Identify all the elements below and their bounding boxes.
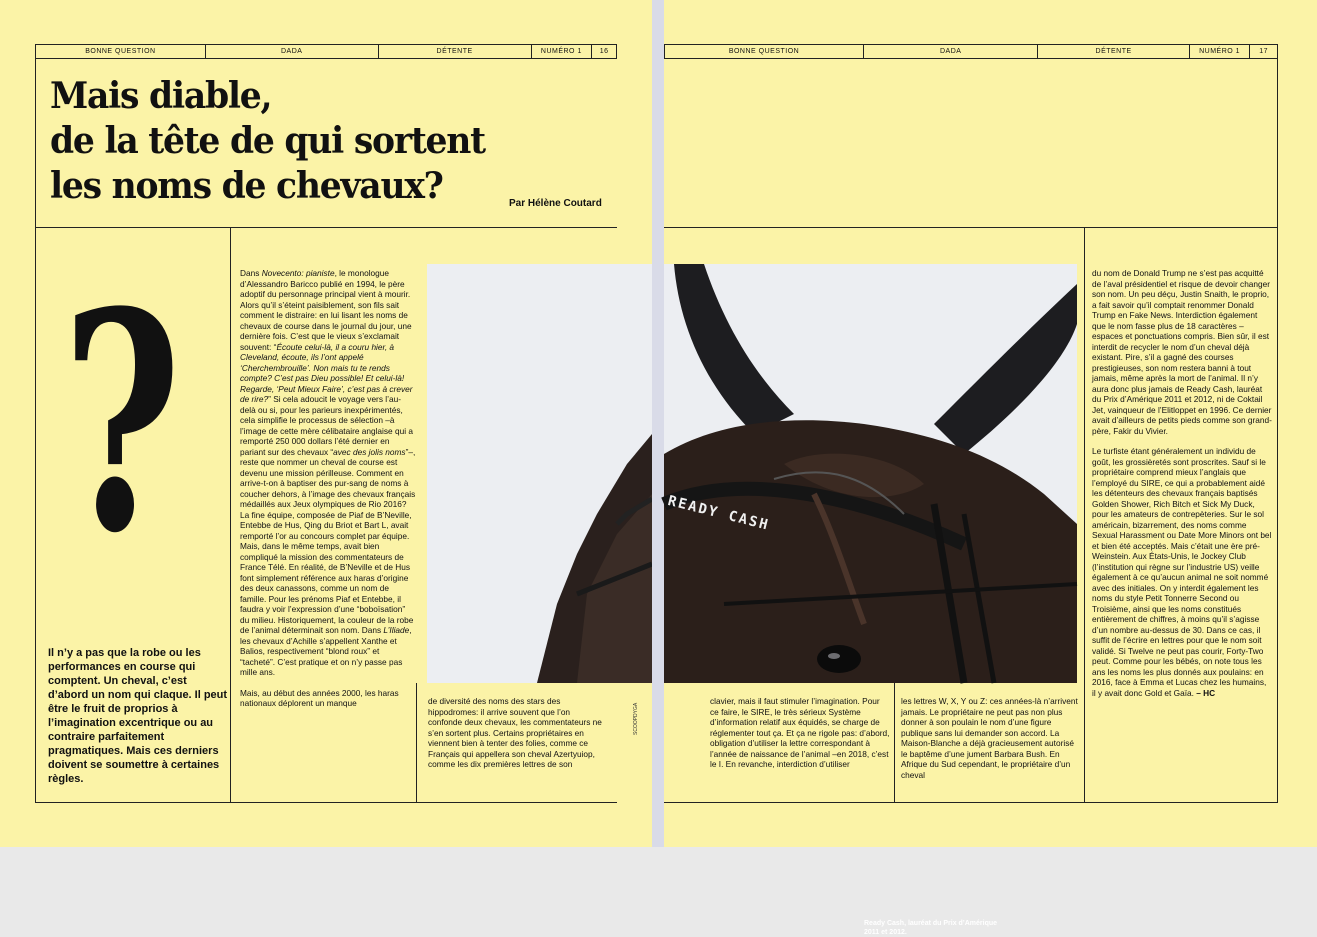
- lede-paragraph: Il n’y a pas que la robe ou les performances en course qui comptent. Un cheval, c’est d’abord un nom qui claque. Il peut être le fruit de proprios à l’imagination excentrique ou au contraire parfaitement pragmatiques. Mais ces derniers doivent se soumettre à certaines règles.: [48, 647, 228, 785]
- byline: Par Hélène Coutard: [509, 198, 602, 209]
- frame-rule: [1277, 59, 1278, 802]
- horse-photo-right: [664, 264, 1077, 683]
- title-line: Mais diable,: [50, 75, 272, 117]
- text-run: ”–, reste que nommer un cheval de course est devenu une mission périlleuse. Comment en arrive-t-on à baptiser des pur-sang de noms à coucher dehors, à l’image des chevaux français médaillés aux Jeux olympiques de Rio 2016? La fine équipe, composée de Piaf de B’Neville, Entebbe de Hus, Qing du Briot et Bart L, avait remporté l’or au concours complet par équipe. Mais, dans le même temps, avait bien compliqué la mission des commentateurs de France Télé. En réalité, de B’Neville et de Hus font simplement référence aux haras d’origine des deux canassons, comme un nom de famille. Pour les prénoms Piaf et Entebbe, il faudra y voir l’expression d’une “boboïsation” du milieu. Historiquement, la couleur de la robe de l’animal déterminait son nom. Dans: [240, 446, 416, 635]
- column-rule: [416, 683, 417, 802]
- header-category: DÉTENTE: [1038, 45, 1190, 58]
- header-magazine: DADA: [206, 45, 379, 58]
- body-column-5: [1092, 268, 1272, 708]
- header-page-number: 16: [599, 48, 609, 55]
- column-rule: [894, 683, 895, 802]
- text-run: , les chevaux d’Achille s’appellent Xanthe et Balios, respectivement “blond roux” et “tacheté”. C’est pratique et on n’y passe pas mille ans.: [240, 625, 412, 677]
- photo-credit: SCOOPDYGA: [633, 702, 639, 735]
- header-page-number: 17: [1259, 48, 1269, 55]
- bottom-rule: [664, 802, 1278, 803]
- title-rule: [35, 227, 617, 228]
- author-initials: – HC: [1196, 687, 1216, 698]
- page-header: [664, 44, 1278, 59]
- body-column-3: clavier, mais il faut stimuler l’imagination. Pour ce faire, le SIRE, le très sérieux Système d’information relatif aux équidés, se charge de réglementer tout ça. Et ça ne rigole pas: d’abord, obligation d’utiliser la lettre correspondant à l’année de naissance de l’animal –en 2018, c’est le I. En revanche, interdiction d’utiliser: [710, 696, 890, 769]
- title-rule: [664, 227, 1278, 228]
- right-page: [664, 0, 1317, 847]
- quote: Écoute celui-là, il a couru hier, à Cleveland, écoute, ils l’ont appelé ‘Cherchembrouille’. Non mais tu te rends compte? C’est pas Dieu possible! Et celui-là! Regarde, ‘Peut Mieux Faire’, c’est pas à crever de rire?: [240, 341, 413, 404]
- book-title: Novecento: pianiste: [261, 268, 335, 278]
- horse-head-image: [427, 264, 652, 683]
- text-run: Le turfiste étant généralement un individu de goût, les grossièretés sont proscrites. Sauf si le propriétaire comprend mieux l’anglais que l’employé du SIRE, ce qui a probablement aidé les détenteurs des chevaux français baptisés Golden Shower, Rich Bitch et Sick My Duck, pour les amateurs de contrepèteries. Sur le sol américain, bizarrement, des noms comme Sexual Harassment ou Date More Minors ont bel et bien été acceptés. Mais c’était une ère pré-Weinstein. Aux États-Unis, le Jockey Club (l’institution qui règne sur l’industrie US) veille également à ce qu’aucun animal ne soit nommé avec des initiales. On y interdit également les noms du style Petit Tonnerre Second ou Troisième, ainsi que les noms constitués entièrement de chiffres, à moins qu’il s’agisse d’un nombre au-dessus de 30. Dans ce cas, il suffit de l’écrire en lettres pour que le nom soit validé. Si Twelve ne peut pas courir, Forty-Two peut. Comme pour les bébés, on note tous les ans les noms les plus donnés aux poulains: en 2016, face à Emma et Lucas chez les humains, il y avait donc Gold et Gaïa.: [1092, 446, 1272, 698]
- column-rule: [1084, 227, 1085, 802]
- column-rule: [230, 227, 231, 802]
- text-run: , le monologue d’Alessandro Baricco publié en 1994, le père adoptif du personnage principal vient à mourir. Alors qu’il s’éteint paisiblement, son fils sait comment le distraire: en lui lisant les noms de chevaux de course dans le journal du jour, une dernière fois. C’est que le vieux s’exclamait souvent: “: [240, 268, 412, 352]
- body-paragraph: du nom de Donald Trump ne s’est pas acquitté de l’aval présidentiel et risque de devoir changer son nom. Un peu déçu, Justin Snaith, le proprio, a fait savoir qu’il comptait renommer Donald Trump en Fake News. Interdiction également que le nom fasse plus de 18 caractères –espaces et ponctuations compris. Bien sûr, il est interdit de recycler le nom d’un cheval déjà existant. Pire, s’il a gagné des courses prestigieuses, son nom restera banni à tout jamais, même après la mort de l’animal. Il n’y aura donc plus jamais de Ready Cash, lauréat du Prix d’Amérique 2011 et 2012, ni de Coktail Jet, vainqueur de l’Elitloppet en 1996. Ce dernier avait d’ailleurs de petits pieds comme son grand-père, Fakir du Vivier.: [1092, 268, 1272, 436]
- body-column-1: [240, 268, 416, 719]
- quote: avec des jolis noms: [333, 446, 406, 457]
- question-mark-glyph: ?: [62, 246, 182, 599]
- text-run: Dans: [240, 268, 262, 278]
- frame-rule: [35, 59, 36, 802]
- text-run: ” Si cela adoucit le voyage vers l’au-delà ou si, pour les parieurs inexpérimentés, cela simplifie le processus de sélection –à l’image de cette mère célibataire anglaise qui a remporté 250 000 dollars l’été dernier en pariant sur des chevaux “: [240, 394, 413, 457]
- article-title: [50, 74, 501, 209]
- header-issue: NUMÉRO 1: [532, 45, 593, 58]
- page-header: [35, 44, 617, 59]
- horse-head-image: [664, 264, 1077, 683]
- body-paragraph: [1092, 446, 1272, 698]
- bridle-lettering: READY CASH: [666, 493, 772, 534]
- page-gutter: [652, 0, 664, 847]
- title-line: de la tête de qui sortent: [50, 120, 485, 162]
- header-issue: NUMÉRO 1: [1190, 45, 1250, 58]
- book-title: L’Iliade: [383, 625, 410, 635]
- body-column-2: de diversité des noms des stars des hippodromes: il arrive souvent que l’on confonde deux chevaux, les commentateurs ne s’en sortent plus. Certains propriétaires en viennent bien à tenter des folies, comme ce Français qui appellera son cheval Azertyuiop, comme les dix premières lettres de son: [428, 696, 602, 769]
- header-category: DÉTENTE: [379, 45, 532, 58]
- header-magazine: DADA: [864, 45, 1038, 58]
- body-column-4: les lettres W, X, Y ou Z: ces années-là n’arrivent jamais. Le propriétaire ne peut pas non plus donner à son poulain le nom d’une figure publique sans lui demander son accord. La Maison-Blanche a déjà gracieusement autorisé le baptême d’une jument Barbara Bush. En Afrique du Sud cependant, le propriétaire d’un cheval: [901, 696, 1078, 780]
- body-paragraph: Mais, au début des années 2000, les haras nationaux déplorent un manque: [240, 687, 399, 708]
- header-section: BONNE QUESTION: [36, 45, 206, 58]
- bottom-rule: [35, 802, 617, 803]
- photo-caption: Ready Cash, lauréat du Prix d’Amérique 2011 et 2012.: [864, 920, 998, 936]
- header-section: BONNE QUESTION: [665, 45, 864, 58]
- body-paragraph: [240, 268, 416, 678]
- title-line: les noms de chevaux?: [50, 165, 443, 207]
